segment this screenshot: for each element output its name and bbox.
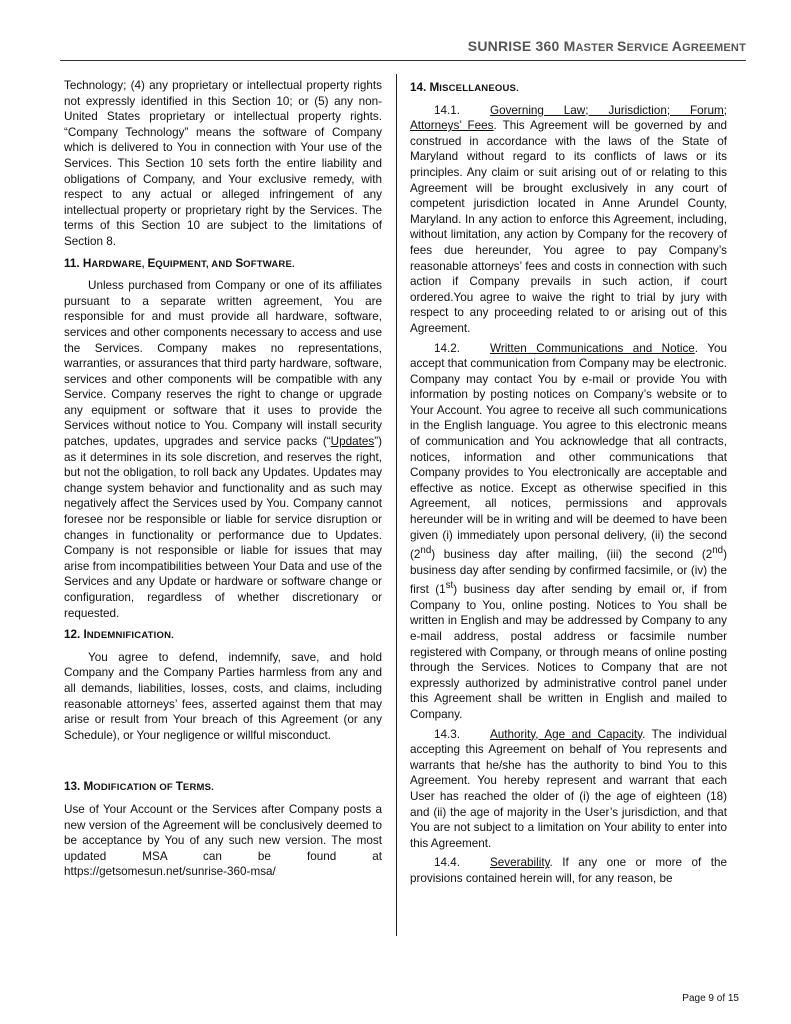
section-12-body: You agree to defend, indemnify, save, and hold Company and the Company Parties harmless from any and all demands, liabilities, losses, costs, and claims, including reasonable attorneys’ fees, asserted against them that may arise or result from Your breach of this Agreement (or any Schedule), or Your negligence or willful misconduct. — [64, 650, 382, 742]
page-header — [60, 36, 746, 61]
section-13-heading: 13. MODIFICATION OF TERMS. — [64, 780, 214, 794]
page-number: Page 9 of 15 — [682, 993, 739, 1004]
section-13-body: Use of Your Account or the Services after Company posts a new version of the Agreement will be conclusively deemed to be acceptance by You of any such new version. The most updated MSA can be found at https://getsomesun.net/sunrise-360-msa/ — [64, 802, 382, 879]
section-11-body: Unless purchased from Company or one of its affiliates pursuant to a separate written agreement, You are responsible for and must provide all hardware, software, services and other components necessary to access and use the Services. Company makes no representations, warranties, or assurances that third party hardware, software, services and other components will be compatible with any Service. Company reserves the right to change or upgrade any equipment or software that it uses to provide the Services without notice to You. Company will install security patches, updates, upgrades and service packs (“Updates”) as it determines in its sole discretion, and reserves the right, but not the obligation, to roll back any Updates. Updates may change system behavior and functionality and as such may negatively affect the Services used by You. Company cannot foresee nor be responsible or liable for service disruption or changes in functionality or performance due to Updates. Company is not responsible or liable for issues that may arise from incompatibilities between Your Data and use of the Services and any Update or hardware or software change or configuration, regardless of whether discretionary or requested. — [64, 279, 382, 620]
column-divider — [396, 74, 397, 936]
section-12-heading: 12. INDEMNIFICATION. — [64, 628, 175, 642]
right-column — [410, 78, 727, 890]
section-14-2: 14.2. Written Communications and Notice. You accept that communication from Company may be electronic. Company may contact You by e-mail or provide You with information by posting notices on Company’s website or to Your Account. You agree to receive all such communications in the English language. You agree to this electronic means of communication and You acknowledge that all contracts, notices, information and other communications that Company provides to You electronically are acceptable and effective as notice. Except as otherwise specified in this Agreement, all notices, permissions and approvals hereunder will be in writing and will be deemed to have been given (i) immediately upon personal delivery, (ii) the second (2nd) business day after mailing, (iii) the second (2nd) business day after sending by confirmed facsimile, or (iv) the first (1st) business day after sending by email or, if from Company to You, online posting. Notices to You shall be written in English and may be addressed by Company to any e-mail address, postal address or facsimile number registered with Company, or through means of online posting through the Services. Notices to Company that are not expressly authorized by administrative control panel under this Agreement shall be written in English and mailed to Company. — [410, 341, 728, 721]
section-14-4: 14.4. Severability. If any one or more of the provisions contained herein will, for any reason, be — [410, 856, 727, 885]
section-14-1: 14.1. Governing Law; Jurisdiction; Forum; Attorneys’ Fees. This Agreement will be governed by and construed in accordance with the laws of the State of Maryland without regard to its conflicts of laws or its principles. Any claim or suit arising out of or relating to this Agreement will be brought exclusively in any court of competent jurisdiction located in Anne Arundel County, Maryland. In any action to enforce this Agreement, including, without limitation, any action by Company for the recovery of fees due hereunder, You agree to pay Company’s reasonable attorneys’ fees and costs in connection with such action if Company prevails in such action, if court ordered.You agree to waive the right to trial by jury with respect to any proceeding related to or arising out of this Agreement. — [410, 103, 728, 335]
section-10-continuation: Technology; (4) any proprietary or intellectual property rights not expressly identified in this Section 10; or (5) any non-United States proprietary or intellectual property rights. “Company Technology” means the software of Company which is delivered to You in connection with Your use of the Services. This Section 10 sets forth the entire liability and obligations of Company, and Your exclusive remedy, with respect to any actual or alleged infringement of any intellectual property or proprietary right by the Services. The terms of this Section 10 are subject to the limitations of Section 8. — [64, 79, 382, 248]
left-column — [64, 78, 382, 884]
section-14-3: 14.3. Authority, Age and Capacity. The individual accepting this Agreement on behalf of You represents and warrants that he/she has the authority to bind You to this Agreement. You hereby represent and warrant that each User has reached the older of (i) the age of eighteen (18) and (ii) the age of majority in the User’s jurisdiction, and that You are not subject to a limitation on Your ability to enter into this Agreement. — [410, 727, 727, 850]
section-14-heading: 14. MISCELLANEOUS. — [410, 81, 519, 94]
section-11-heading: 11. HARDWARE, EQUIPMENT, AND SOFTWARE. — [64, 256, 295, 270]
document-title: SUNRISE 360 MASTER SERVICE AGREEMENT — [467, 38, 746, 54]
